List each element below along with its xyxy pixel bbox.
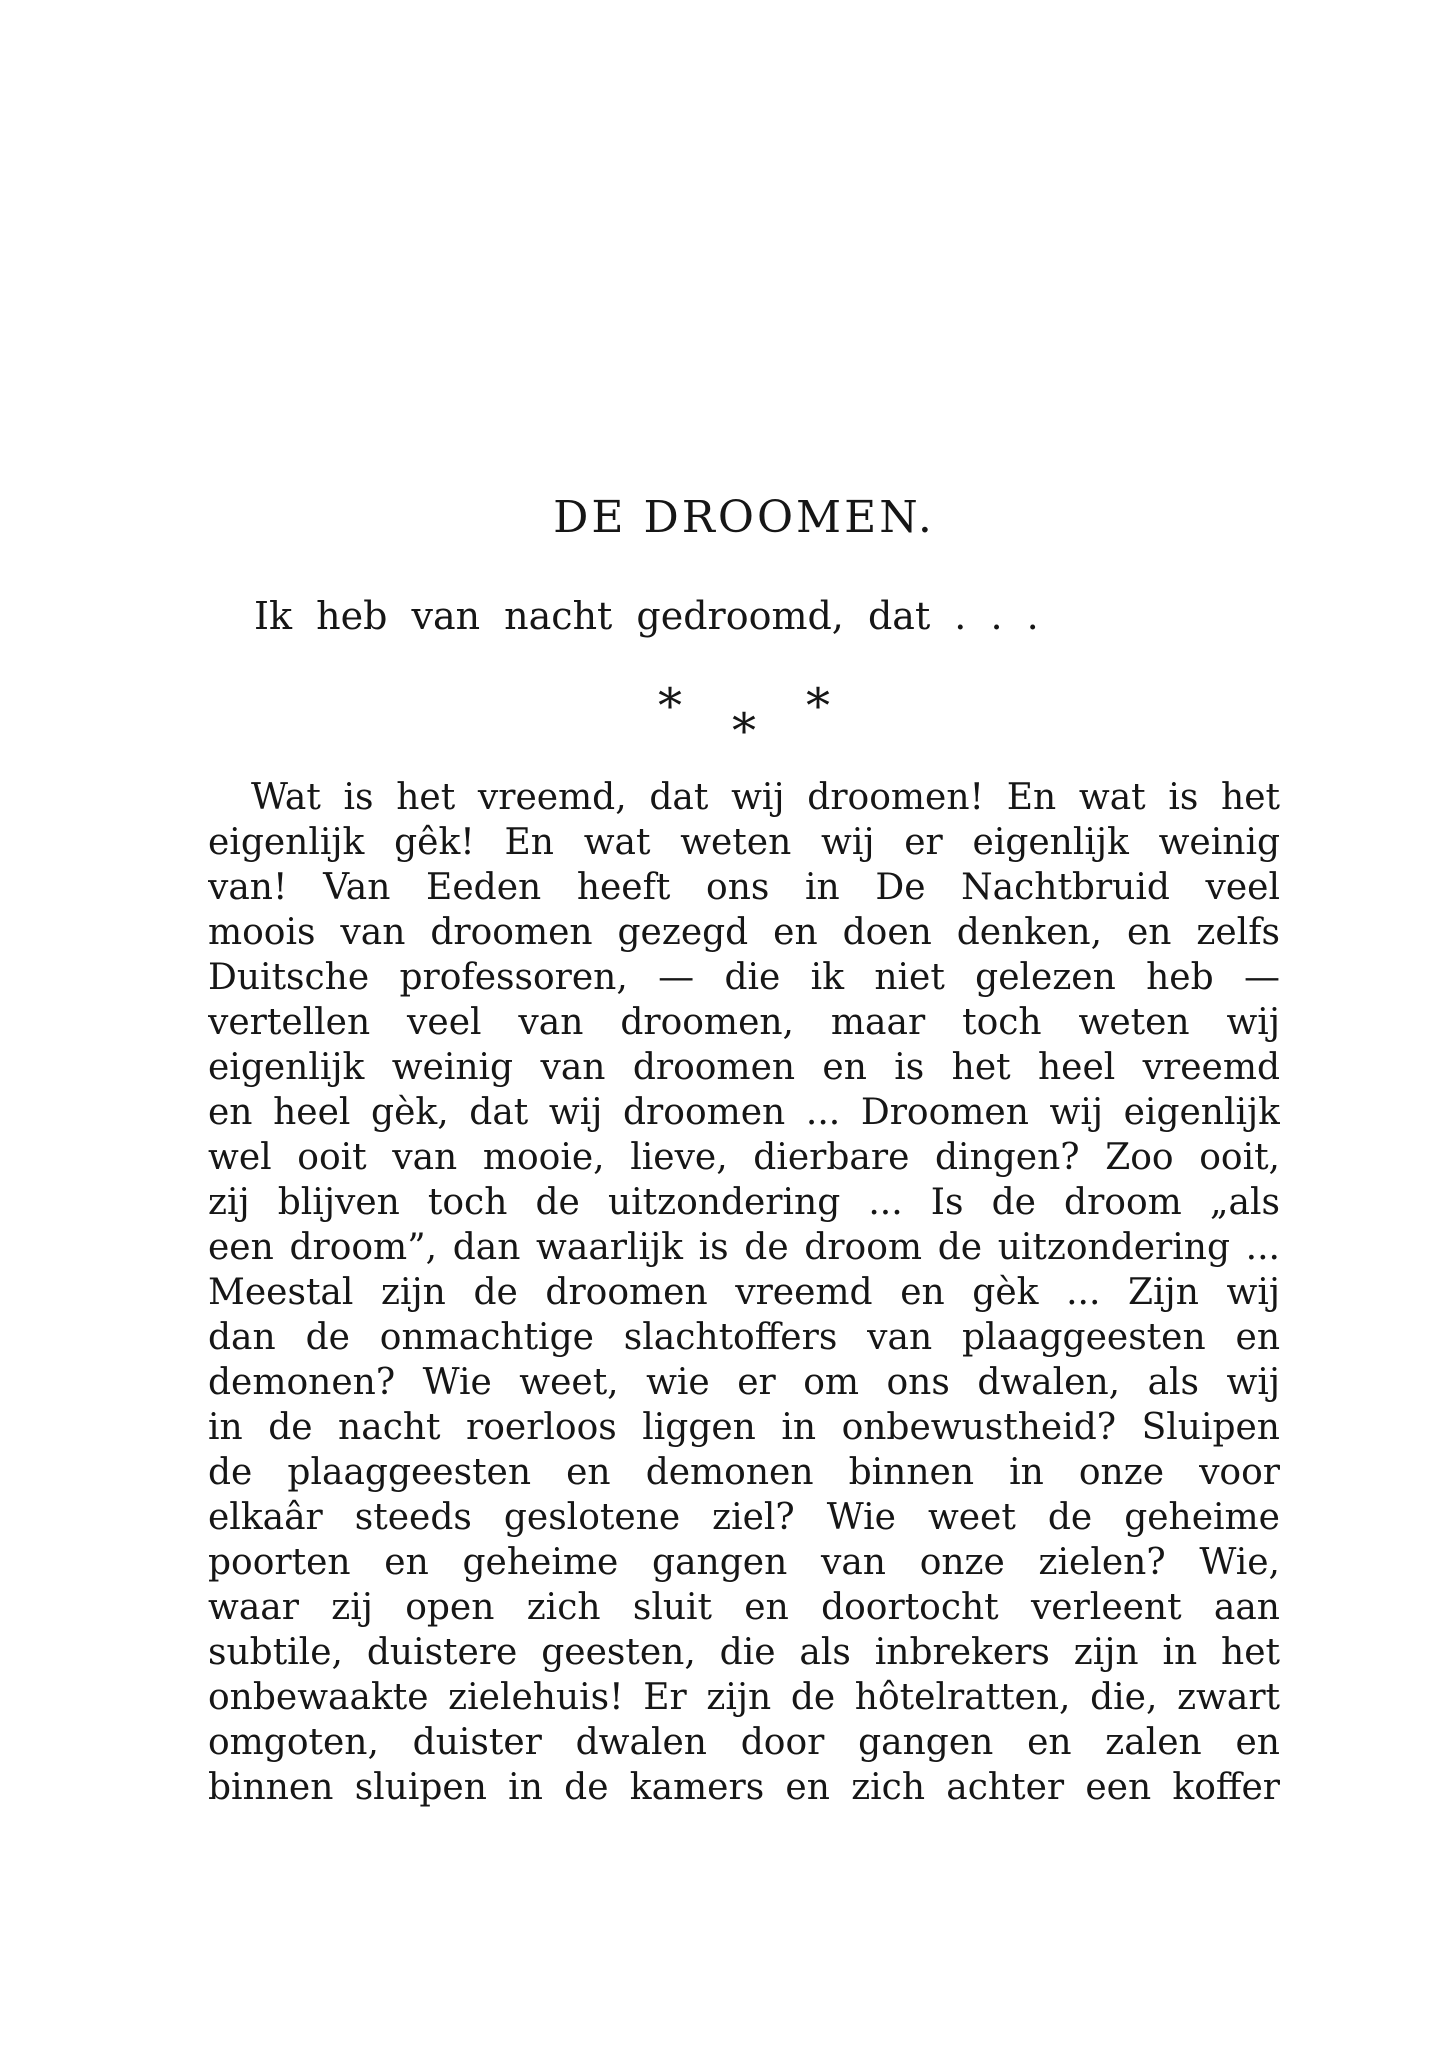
paragraph-line: omgoten, duister dwalen door gangen en zalen en [208,1722,1280,1763]
asterisk-icon: * [658,678,682,734]
paragraph-line: van! Van Eeden heeft ons in De Nachtbruid veel [208,867,1280,908]
page-title: DE DROOMEN. [553,492,935,543]
asterisk-icon: * [732,703,756,759]
paragraph-line: dan de onmachtige slachtoffers van plaaggeesten en [208,1317,1280,1358]
paragraph-line: in de nacht roerloos liggen in onbewustheid? Sluipen [208,1407,1280,1448]
paragraph-line: elkaâr steeds geslotene ziel? Wie weet de geheime [208,1497,1280,1538]
paragraph-line: waar zij open zich sluit en doortocht verleent aan [208,1587,1280,1628]
asterisk-icon: * [806,678,830,734]
paragraph-line: Wat is het vreemd, dat wij droomen! En wat is het [251,777,1280,818]
paragraph-line: de plaaggeesten en demonen binnen in onze voor [208,1452,1280,1493]
paragraph-line: Meestal zijn de droomen vreemd en gèk ... Zijn wij [208,1272,1280,1313]
asterisk-separator [208,678,1280,772]
paragraph-line: subtile, duistere geesten, die als inbrekers zijn in het [208,1632,1280,1673]
body-paragraph [208,775,1280,1810]
paragraph-line: demonen? Wie weet, wie er om ons dwalen, als wij [208,1362,1280,1403]
opening-line: Ik heb van nacht gedroomd, dat . . . [254,594,1039,638]
paragraph-line: vertellen veel van droomen, maar toch weten wij [208,1002,1280,1043]
paragraph-line: poorten en geheime gangen van onze zielen? Wie, [208,1542,1280,1583]
paragraph-line: onbewaakte zielehuis! Er zijn de hôtelratten, die, zwart [208,1677,1280,1718]
paragraph-line: zij blijven toch de uitzondering ... Is de droom „als [208,1182,1280,1223]
paragraph-line: moois van droomen gezegd en doen denken, en zelfs [208,912,1280,953]
paragraph-line: een droom”, dan waarlijk is de droom de uitzondering ... [208,1227,1280,1268]
paragraph-line: wel ooit van mooie, lieve, dierbare dingen? Zoo ooit, [208,1137,1280,1178]
paragraph-line: Duitsche professoren, — die ik niet gelezen heb — [208,957,1280,998]
paragraph-line: eigenlijk weinig van droomen en is het heel vreemd [208,1047,1280,1088]
paragraph-line: binnen sluipen in de kamers en zich achter een koffer [208,1767,1280,1808]
paragraph-line: en heel gèk, dat wij droomen ... Droomen wij eigenlijk [208,1092,1280,1133]
paragraph-line: eigenlijk gêk! En wat weten wij er eigenlijk weinig [208,822,1280,863]
